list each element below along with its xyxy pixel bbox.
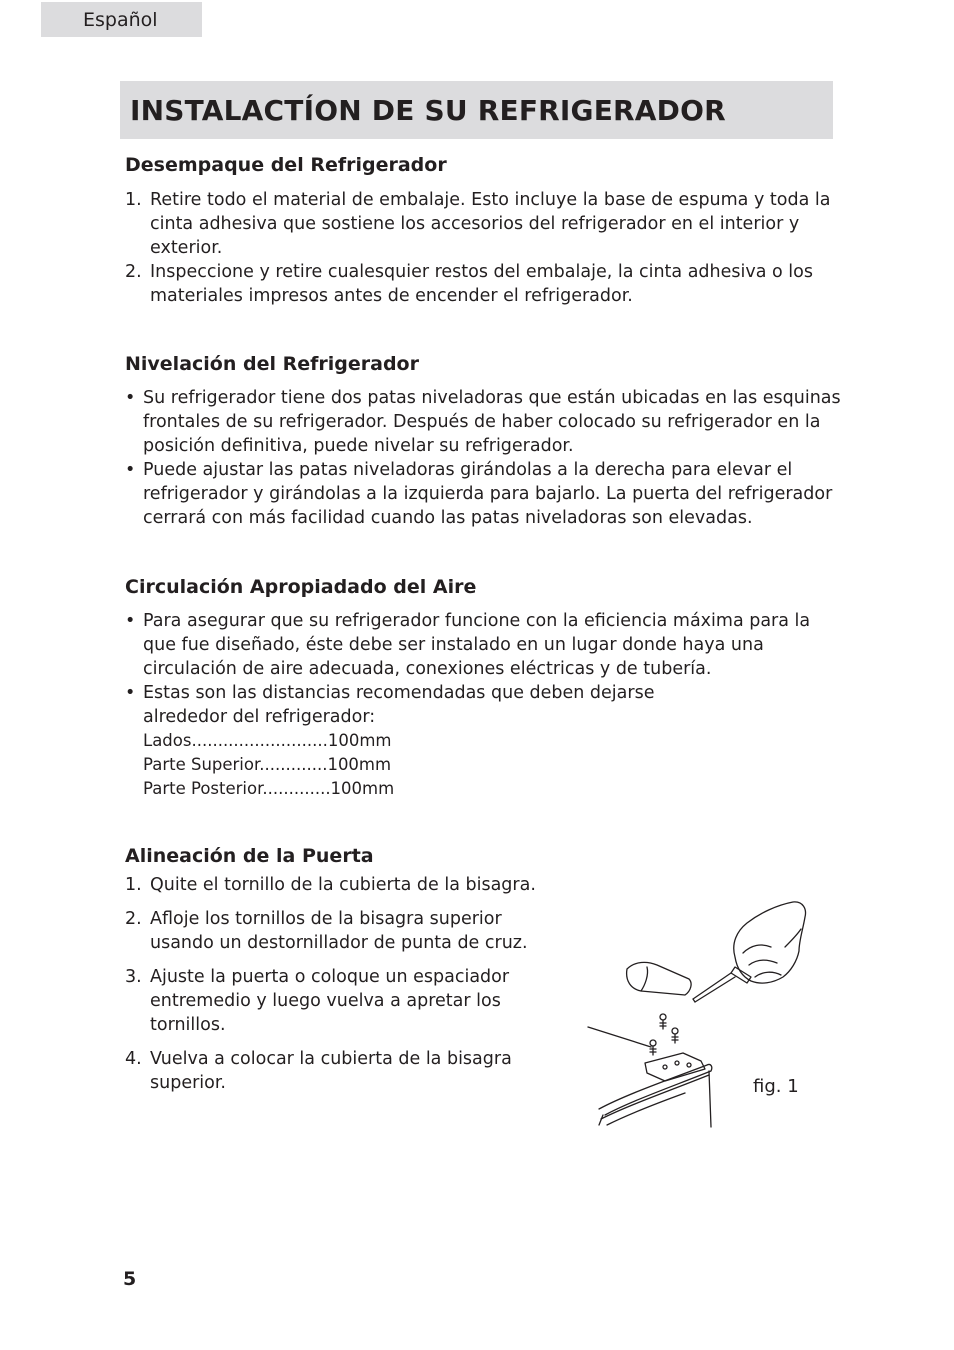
distance-line: Lados..........................100mm <box>143 731 392 750</box>
section-leveling <box>125 349 840 530</box>
list-item: 2. Afloje los tornillos de la bisagra superior usando un destornillador de punta de cruz. <box>125 909 528 953</box>
figure-caption: fig. 1 <box>753 1076 799 1097</box>
list-item: 3. Ajuste la puerta o coloque un espaciador entremedio y luego vuelva a apretar los tornillos. <box>125 967 510 1035</box>
list-item: • Puede ajustar las patas niveladoras girándolas a la derecha para elevar el refrigerador y girándolas a la izquierda para bajarlo. La puerta del refrigerador cerrará con más facilidad cuando las patas niveladoras son elevadas. <box>125 460 833 528</box>
section-heading: Alineación de la Puerta <box>125 845 374 867</box>
distance-line: Parte Superior.............100mm <box>143 755 392 774</box>
page-number: 5 <box>123 1268 137 1290</box>
section-air-circulation <box>125 572 840 801</box>
section-heading: Nivelación del Refrigerador <box>125 353 419 375</box>
list-item: 2. Inspeccione y retire cualesquier restos del embalaje, la cinta adhesiva o los materiales impresos antes de encender el refrigerador. <box>125 262 813 306</box>
title-bar <box>120 81 833 139</box>
list-item: 1. Retire todo el material de embalaje. Esto incluye la base de espuma y toda la cinta adhesiva que sostiene los accesorios del refrigerador en el interior y exterior. <box>125 190 831 258</box>
list-item: 1. Quite el tornillo de la cubierta de la bisagra. <box>125 875 536 895</box>
section-unpacking <box>125 150 840 308</box>
language-tab: Español <box>41 2 202 37</box>
list-item: • Su refrigerador tiene dos patas niveladoras que están ubicadas en las esquinas frontales de su refrigerador. Después de haber colocado su refrigerador en la posición definitiva, puede nivelar su refrigerador. <box>125 388 841 456</box>
list-item: 4. Vuelva a colocar la cubierta de la bisagra superior. <box>125 1049 512 1093</box>
list-item: • Estas son las distancias recomendadas que deben dejarse alrededor del refrigerador: <box>125 683 655 727</box>
page-title: INSTALACTÍON DE SU REFRIGERADOR <box>130 94 726 127</box>
section-heading: Circulación Apropiadado del Aire <box>125 576 477 598</box>
distance-line: Parte Posterior.............100mm <box>143 779 395 798</box>
section-heading: Desempaque del Refrigerador <box>125 154 447 176</box>
list-item: • Para asegurar que su refrigerador funcione con la eficiencia máxima para la que fue diseñado, éste debe ser instalado en un lugar donde haya una circulación de aire adecuada, conexiones eléctricas y de tubería. <box>125 611 811 679</box>
